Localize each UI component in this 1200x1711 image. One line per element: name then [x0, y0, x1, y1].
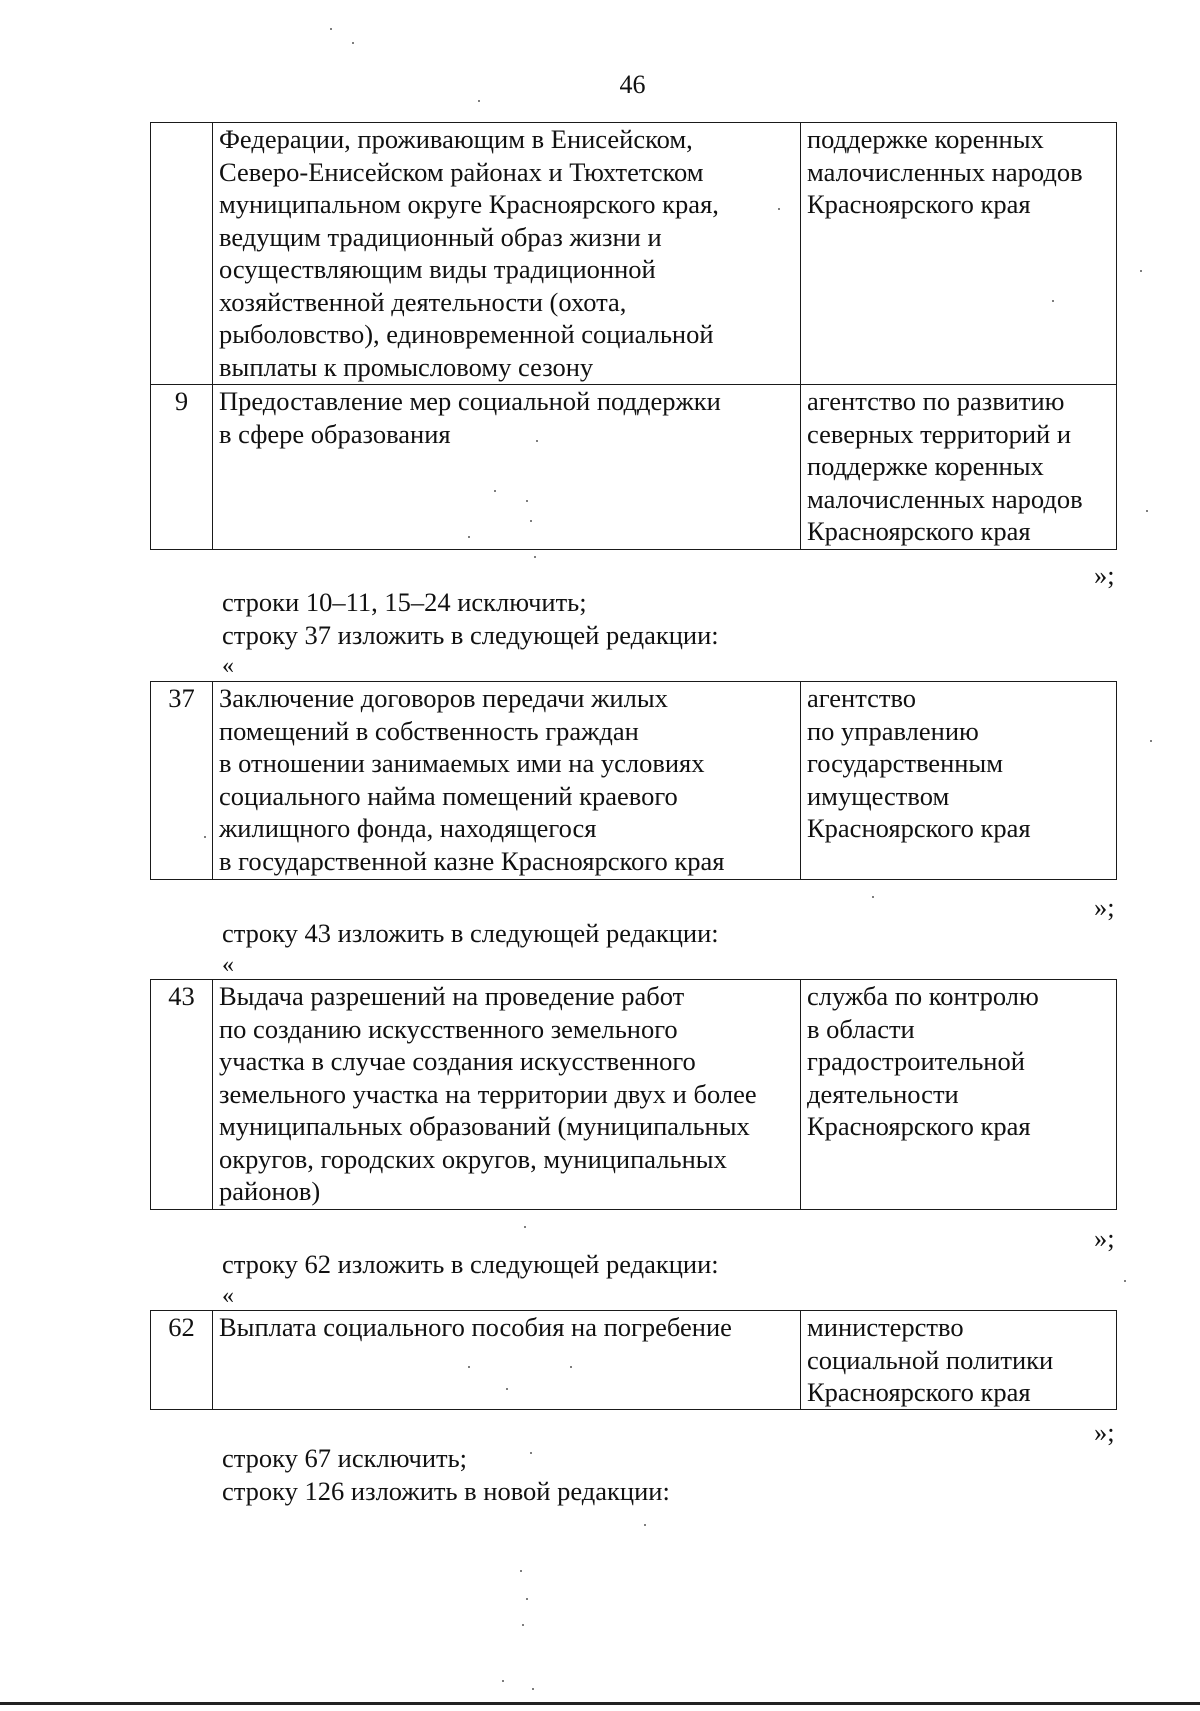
text-line: Красноярского края: [807, 1377, 1031, 1407]
opening-quote: «: [222, 1283, 234, 1309]
text-line: Выдача разрешений на проведение работ: [219, 981, 685, 1011]
text-line: поддержке коренных: [807, 451, 1044, 481]
service-name-cell: [213, 123, 801, 385]
scan-speck: [204, 836, 206, 838]
text-line: хозяйственной деятельности (охота,: [219, 286, 627, 317]
text-line: по управлению: [807, 715, 979, 746]
scan-speck: [534, 556, 536, 558]
amendment-text: строку 43 изложить в следующей редакции:: [222, 918, 719, 948]
text-line: выплаты к промысловому сезону: [219, 351, 594, 382]
scan-speck: [352, 42, 354, 44]
scan-speck: [530, 1452, 532, 1454]
scan-speck: [506, 1388, 508, 1390]
text-line: малочисленных народов: [807, 483, 1083, 514]
scan-speck: [330, 28, 332, 30]
text-line: помещений в собственность граждан: [219, 715, 639, 746]
text-line: малочисленных народов: [807, 156, 1083, 187]
text-line: районов): [219, 1176, 321, 1206]
scan-speck: [1146, 510, 1148, 512]
text-line: градостроительной: [807, 1046, 1025, 1076]
text-line: поддержке коренных: [807, 124, 1044, 154]
text-line: в сфере образования: [219, 418, 451, 449]
scan-speck: [1140, 270, 1142, 272]
service-name-cell: [213, 385, 801, 550]
agency-cell: [801, 1311, 1117, 1410]
text-line: муниципальных образований (муниципальных: [219, 1111, 750, 1141]
agency-cell: [801, 682, 1117, 880]
text-line: ведущим традиционный образ жизни и: [219, 221, 662, 252]
opening-quote: «: [222, 952, 234, 978]
closing-quote: »;: [1094, 892, 1115, 922]
scan-edge-line: [0, 1702, 1200, 1705]
text-line: имуществом: [807, 780, 950, 811]
text-line: Заключение договоров передачи жилых: [219, 683, 668, 713]
text-line: рыболовство), единовременной социальной: [219, 319, 714, 349]
text-line: осуществляющим виды традиционной: [219, 254, 656, 284]
scan-speck: [644, 1524, 646, 1526]
service-name-cell: [213, 682, 801, 880]
table-row-43: [150, 979, 1117, 1210]
scan-speck: [526, 1598, 528, 1600]
row-number: [151, 123, 213, 385]
text-line: Выплата социального пособия на погребение: [219, 1312, 732, 1342]
text-line: жилищного фонда, находящегося: [219, 813, 597, 843]
text-line: округов, городских округов, муниципальных: [219, 1143, 727, 1174]
agency-cell: [801, 123, 1117, 385]
table-row: [151, 682, 1117, 880]
table-row-62: [150, 1310, 1117, 1410]
scan-speck: [478, 100, 480, 102]
scan-speck: [872, 896, 874, 898]
scan-speck: [526, 500, 528, 502]
text-line: Федерации, проживающим в Енисейском,: [219, 124, 693, 154]
text-line: социального найма помещений краевого: [219, 780, 678, 811]
scan-speck: [524, 1226, 526, 1228]
scan-speck: [1150, 740, 1152, 742]
text-line: служба по контролю: [807, 981, 1039, 1011]
table-row: [151, 385, 1117, 550]
text-line: Красноярского края: [807, 1111, 1031, 1141]
closing-quote: »;: [1094, 1223, 1115, 1253]
text-line: участка в случае создания искусственного: [219, 1046, 696, 1076]
scan-speck: [570, 1366, 572, 1368]
text-line: земельного участка на территории двух и более: [219, 1078, 757, 1109]
service-name-cell: [213, 1311, 801, 1410]
text-line: северных территорий и: [807, 418, 1072, 449]
text-line: социальной политики: [807, 1344, 1054, 1375]
text-line: агентство по развитию: [807, 386, 1065, 416]
scan-speck: [468, 536, 470, 538]
table-row: [151, 980, 1117, 1210]
service-name-cell: [213, 980, 801, 1210]
text-line: Северо-Енисейском районах и Тюхтетском: [219, 156, 704, 187]
text-line: деятельности: [807, 1078, 959, 1109]
text-line: Предоставление мер социальной поддержки: [219, 386, 721, 416]
scan-speck: [1052, 300, 1054, 302]
text-line: Красноярского края: [807, 516, 1031, 546]
closing-quote: »;: [1094, 1417, 1115, 1447]
scan-speck: [494, 490, 496, 492]
text-line: в области: [807, 1013, 915, 1044]
table-row: [151, 123, 1117, 385]
text-line: агентство: [807, 683, 917, 713]
scan-speck: [1124, 1280, 1126, 1282]
amendment-text: строку 67 исключить;: [222, 1443, 468, 1473]
table-row: [151, 1311, 1117, 1410]
page-number: 46: [619, 70, 646, 99]
text-line: в отношении занимаемых ими на условиях: [219, 748, 705, 778]
scan-speck: [536, 440, 538, 442]
scan-speck: [520, 1570, 522, 1572]
table-row-37: [150, 681, 1117, 880]
scan-speck: [530, 520, 532, 522]
row-number: 9: [151, 385, 213, 550]
amendment-text: строку 62 изложить в следующей редакции:: [222, 1249, 719, 1279]
closing-quote: »;: [1094, 560, 1115, 590]
text-line: Красноярского края: [807, 189, 1031, 219]
text-line: по созданию искусственного земельного: [219, 1013, 678, 1044]
agency-cell: [801, 980, 1117, 1210]
text-line: в государственной казне Красноярского края: [219, 845, 725, 876]
text-line: муниципальном округе Красноярского края,: [219, 189, 719, 219]
text-line: министерство: [807, 1312, 964, 1342]
scan-speck: [778, 208, 780, 210]
text-line: государственным: [807, 748, 1004, 778]
table-rows-8-9: [150, 122, 1117, 550]
agency-cell: [801, 385, 1117, 550]
row-number: 43: [151, 980, 213, 1210]
row-number: 37: [151, 682, 213, 880]
scan-speck: [502, 1680, 504, 1682]
amendment-text: строку 37 изложить в следующей редакции:: [222, 620, 719, 650]
row-number: 62: [151, 1311, 213, 1410]
scan-speck: [532, 1688, 534, 1690]
amendment-text: строку 126 изложить в новой редакции:: [222, 1476, 670, 1506]
text-line: Красноярского края: [807, 813, 1031, 843]
scan-speck: [468, 1366, 470, 1368]
opening-quote: «: [222, 653, 234, 679]
scan-speck: [522, 1624, 524, 1626]
amendment-text: строки 10–11, 15–24 исключить;: [222, 587, 587, 617]
